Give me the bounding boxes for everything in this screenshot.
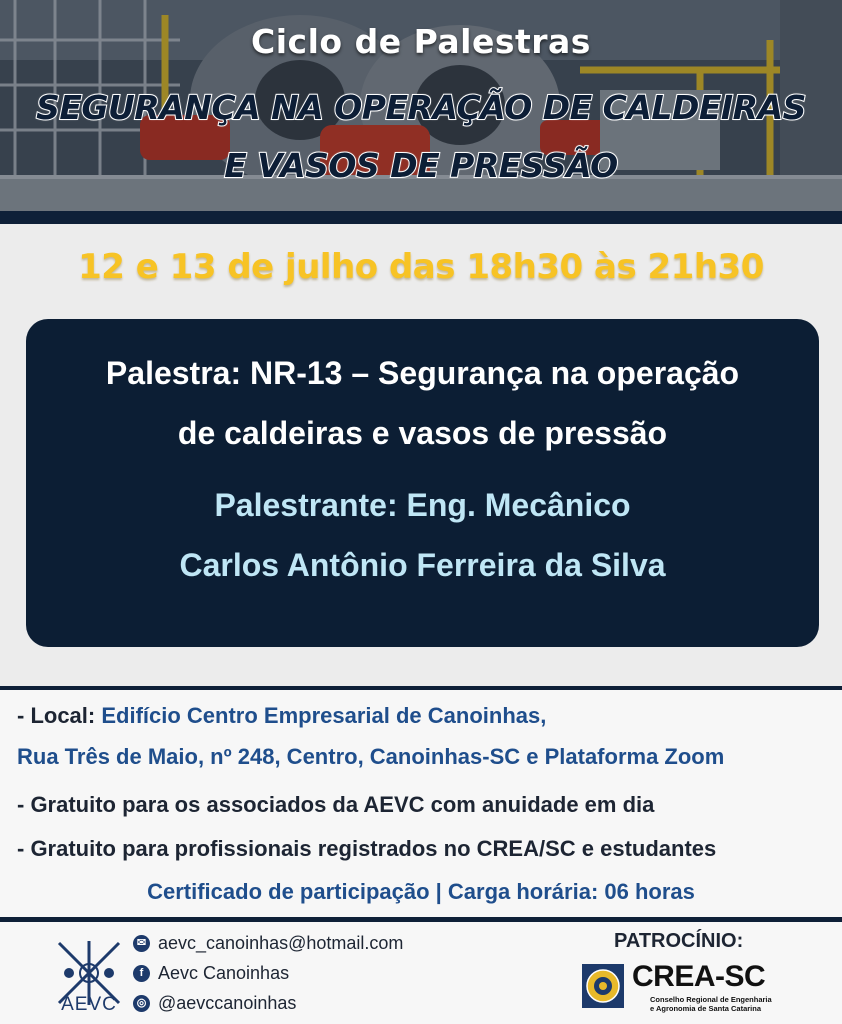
info-section xyxy=(0,690,842,918)
email-icon: ✉ xyxy=(133,935,150,952)
location-line xyxy=(17,703,546,729)
contact-instagram[interactable] xyxy=(133,992,296,1014)
facebook-text: Aevc Canoinhas xyxy=(158,962,290,983)
location-venue: Edifício Centro Empresarial de Canoinhas, xyxy=(101,703,547,728)
header-divider xyxy=(0,211,842,224)
speaker-name: Carlos Antônio Ferreira da Silva xyxy=(179,547,666,583)
contact-facebook[interactable] xyxy=(133,962,289,984)
instagram-icon: ◎ xyxy=(133,995,150,1012)
instagram-text: @aevccanoinhas xyxy=(158,992,297,1013)
crea-subtitle-line1: Conselho Regional de Engenharia xyxy=(650,995,772,1004)
header-banner xyxy=(0,0,842,213)
crea-logo-text: CREA-SC xyxy=(632,960,766,993)
facebook-icon: f xyxy=(133,965,150,982)
talk-card xyxy=(26,319,819,647)
speaker-title: Palestrante: Eng. Mecânico xyxy=(214,487,631,523)
location-address: Rua Três de Maio, nº 248, Centro, Canoinhas-SC e Plataforma Zoom xyxy=(17,744,725,769)
talk-title-line2: de caldeiras e vasos de pressão xyxy=(177,415,668,451)
crea-subtitle-line2: e Agronomia de Santa Catarina xyxy=(650,1004,761,1013)
crea-seal-icon xyxy=(582,964,624,1008)
free-members-note: - Gratuito para os associados da AEVC com anuidade em dia xyxy=(17,792,655,817)
sponsor-label: PATROCÍNIO: xyxy=(614,930,744,952)
event-series-label: Ciclo de Palestras xyxy=(251,22,591,61)
aevc-logo-text: AEVC xyxy=(61,994,117,1015)
contact-email[interactable] xyxy=(133,932,403,954)
event-date: 12 e 13 de julho das 18h30 às 21h30 xyxy=(78,247,764,287)
location-label: - Local: xyxy=(17,703,102,728)
free-professionals-note: - Gratuito para profissionais registrados no CREA/SC e estudantes xyxy=(17,836,717,861)
talk-title-line1: Palestra: NR-13 – Segurança na operação xyxy=(105,355,740,391)
event-title-line1: SEGURANÇA NA OPERAÇÃO DE CALDEIRAS xyxy=(36,88,806,127)
event-title-line2: E VASOS DE PRESSÃO xyxy=(224,146,618,185)
email-text: aevc_canoinhas@hotmail.com xyxy=(158,932,404,953)
certificate-note: Certificado de participação | Carga horária: 06 horas xyxy=(147,879,695,904)
